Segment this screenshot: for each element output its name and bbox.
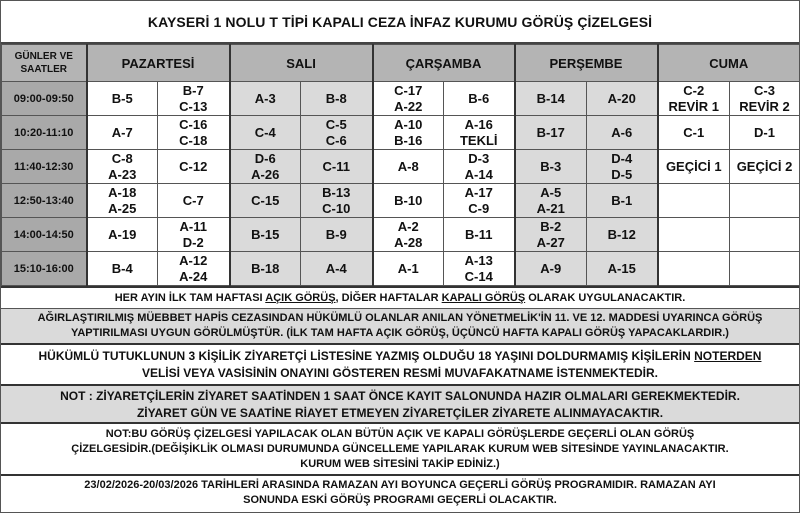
note-line: VELİSİ VEYA VASİSİNİN ONAYINI GÖSTEREN RESMİ MUVAFAKATNAME İSTENMEKTEDİR.: [141, 366, 659, 380]
note-notary: NOTERDEN: [694, 349, 762, 363]
time-slot: 15:10-16:00: [2, 252, 87, 286]
ward-cell-thursday: [587, 184, 658, 218]
ward-label: GEÇİCİ 1: [665, 158, 722, 174]
ward-cell-monday: [158, 116, 230, 150]
ward-cell-wednesday: [444, 218, 515, 252]
ward-cell-wednesday: [444, 184, 515, 218]
ward-cell-wednesday: [373, 150, 444, 184]
schedule-row: [2, 116, 800, 150]
ward-cell-friday: [658, 82, 730, 116]
ward-label: C-5: [325, 116, 347, 132]
note-closed-visit: KAPALI GÖRÜŞ: [441, 292, 526, 304]
ward-cell-friday: [730, 252, 800, 286]
ward-cell-monday: [87, 184, 158, 218]
ward-label: A-7: [111, 124, 133, 140]
ward-label: B-8: [325, 90, 347, 106]
note-line: HÜKÜMLÜ TUTUKLUNUN 3 KİŞİLİK ZİYARETÇİ LİSTESİNE YAZMIŞ OLDUĞU 18 YAŞINI DOLDURMAMIŞ KİŞİLERİN: [38, 349, 695, 363]
ward-cell-wednesday: [444, 116, 515, 150]
ward-cell-thursday: [587, 82, 658, 116]
ward-label: C-11: [322, 158, 350, 174]
ward-label: C-13: [179, 98, 208, 114]
time-slot: 09:00-09:50: [2, 82, 87, 116]
ward-label: B-14: [536, 90, 565, 106]
ward-cell-tuesday: [230, 82, 301, 116]
schedule-row: [2, 252, 800, 286]
ward-label: B-4: [111, 260, 133, 276]
ward-label: C-9: [468, 200, 490, 216]
ward-cell-wednesday: [373, 116, 444, 150]
ward-cell-wednesday: [373, 252, 444, 286]
ward-label: B-3: [540, 158, 562, 174]
ward-label: B-16: [394, 132, 423, 148]
ward-label: C-2: [683, 82, 705, 98]
ward-cell-friday: [658, 184, 730, 218]
ward-cell-friday: [730, 116, 800, 150]
ward-label: B-13: [322, 184, 351, 200]
ward-cell-thursday: [515, 82, 587, 116]
ward-label: A-27: [536, 234, 565, 250]
day-header-wednesday: ÇARŞAMBA: [373, 45, 515, 82]
ward-label: REVİR 2: [739, 98, 790, 114]
schedule-row: [2, 184, 800, 218]
ward-cell-monday: [87, 218, 158, 252]
ward-label: C-17: [394, 82, 423, 98]
ward-cell-tuesday: [301, 116, 373, 150]
ward-label: B-15: [251, 226, 280, 242]
ward-label: A-26: [251, 166, 280, 182]
ward-label: A-17: [464, 184, 493, 200]
ward-label: B-18: [251, 260, 280, 276]
ward-cell-friday: [658, 116, 730, 150]
ward-label: C-18: [179, 132, 208, 148]
ward-label: C-8: [111, 150, 133, 166]
ward-cell-monday: [158, 218, 230, 252]
ward-label: A-24: [179, 268, 208, 284]
note-schedule-validity: [1, 422, 799, 474]
ward-label: C-1: [683, 124, 705, 140]
ward-label: A-11: [179, 218, 207, 234]
note-open-closed-visit: [1, 286, 799, 308]
schedule-row: [2, 150, 800, 184]
ward-cell-monday: [87, 116, 158, 150]
ward-cell-thursday: [587, 218, 658, 252]
ward-label: A-25: [108, 200, 137, 216]
ward-label: REVİR 1: [668, 98, 720, 114]
ward-cell-thursday: [515, 218, 587, 252]
ward-cell-monday: [158, 252, 230, 286]
note-line: YAPTIRILMASI UYGUN GÖRÜLMÜŞTÜR. (İLK TAM HAFTA AÇIK GÖRÜŞ, ÜÇÜNCÜ HAFTA KAPALI GÖRÜŞ YAPACAKLARDIR.): [71, 327, 729, 339]
ward-label: D-6: [254, 150, 276, 166]
ward-label: D-3: [468, 150, 490, 166]
note-line: 23/02/2026-20/03/2026 TARİHLERİ ARASINDA RAMAZAN AYI BOYUNCA GEÇERLİ GÖRÜŞ PROGRAMIDIR. RAMAZAN AYI: [84, 479, 716, 491]
ward-label: GEÇİCİ 2: [736, 158, 793, 174]
ward-label: A-2: [397, 218, 419, 234]
schedule-body: [2, 82, 800, 286]
ward-label: A-20: [607, 90, 636, 106]
ward-label: B-2: [540, 218, 562, 234]
ward-label: A-6: [611, 124, 633, 140]
ward-label: B-5: [111, 90, 133, 106]
ward-cell-thursday: [515, 252, 587, 286]
ward-label: B-10: [394, 192, 423, 208]
ward-cell-tuesday: [230, 218, 301, 252]
ward-cell-tuesday: [301, 82, 373, 116]
ward-cell-monday: [87, 252, 158, 286]
note-line: ZİYARET GÜN VE SAATİNE RİAYET ETMEYEN ZİYARETÇİLER ZİYARETE ALINMAYACAKTIR.: [136, 406, 664, 420]
note-line: AĞIRLAŞTIRILMIŞ MÜEBBET HAPİS CEZASINDAN HÜKÜMLÜ OLANLAR ANILAN YÖNETMELİK'İN 11. VE 12. MADDESİ UYARINCA GÖRÜŞ: [37, 312, 763, 324]
day-header-thursday: PERŞEMBE: [515, 45, 658, 82]
corner-line-1: GÜNLER VE: [14, 51, 73, 62]
ward-cell-monday: [158, 184, 230, 218]
ward-cell-tuesday: [230, 184, 301, 218]
ward-label: A-10: [394, 116, 423, 132]
ward-cell-friday: [730, 218, 800, 252]
note-text: HER AYIN İLK TAM HAFTASI: [114, 292, 266, 304]
ward-label: A-15: [607, 260, 636, 276]
ward-cell-tuesday: [230, 252, 301, 286]
ward-label: B-6: [468, 90, 490, 106]
note-line: ÇİZELGESİDİR.(DEĞİŞİKLİK OLMASI DURUMUNDA GÜNCELLEME YAPILARAK KURUM WEB SİTESİNDE YAYINLANACAKTIR.: [71, 443, 729, 455]
ward-label: A-8: [397, 158, 419, 174]
ward-label: A-13: [464, 252, 493, 268]
note-line: SONUNDA ESKİ GÖRÜŞ PROGRAMI GEÇERLİ OLACAKTIR.: [243, 494, 557, 506]
ward-cell-tuesday: [301, 252, 373, 286]
time-slot: 10:20-11:10: [2, 116, 87, 150]
ward-cell-tuesday: [230, 150, 301, 184]
ward-cell-thursday: [587, 116, 658, 150]
ward-cell-friday: [730, 184, 800, 218]
ward-label: D-5: [611, 166, 633, 182]
ward-cell-wednesday: [373, 218, 444, 252]
corner-line-2: SAATLER: [20, 64, 67, 75]
page-title: KAYSERİ 1 NOLU T TİPİ KAPALI CEZA İNFAZ KURUMU GÖRÜŞ ÇİZELGESİ: [1, 1, 799, 44]
ward-label: A-22: [394, 98, 423, 114]
ward-label: A-23: [108, 166, 137, 182]
note-arrival-time: [1, 384, 799, 422]
schedule-row: [2, 82, 800, 116]
ward-cell-thursday: [587, 150, 658, 184]
ward-label: C-16: [179, 116, 208, 132]
ward-label: TEKLİ: [459, 132, 498, 148]
ward-label: D-4: [611, 150, 633, 166]
ward-cell-friday: [658, 252, 730, 286]
ward-cell-tuesday: [301, 218, 373, 252]
note-open-visit: AÇIK GÖRÜŞ: [265, 292, 336, 304]
ward-cell-wednesday: [373, 184, 444, 218]
time-slot: 14:00-14:50: [2, 218, 87, 252]
ward-cell-monday: [158, 150, 230, 184]
note-life-sentence: [1, 308, 799, 343]
day-header-friday: CUMA: [658, 45, 800, 82]
note-line: KURUM WEB SİTESİNİ TAKİP EDİNİZ.): [300, 458, 500, 470]
ward-label: C-12: [179, 158, 208, 174]
ward-cell-friday: [658, 218, 730, 252]
ward-cell-wednesday: [373, 82, 444, 116]
ward-label: A-1: [397, 260, 419, 276]
ward-label: B-7: [182, 82, 204, 98]
note-ramadan-period: [1, 474, 799, 508]
ward-label: B-12: [607, 226, 636, 242]
ward-cell-wednesday: [444, 150, 515, 184]
ward-label: C-15: [251, 192, 280, 208]
ward-label: A-19: [108, 226, 137, 242]
ward-label: C-7: [182, 192, 204, 208]
ward-cell-friday: [730, 150, 800, 184]
ward-label: C-14: [464, 268, 493, 284]
day-header-monday: PAZARTESİ: [87, 45, 230, 82]
note-line: NOT : ZİYARETÇİLERİN ZİYARET SAATİNDEN 1 SAAT ÖNCE KAYIT SALONUNDA HAZIR OLMALARI GEREKMEKTEDİR.: [60, 389, 740, 403]
day-header-tuesday: SALI: [230, 45, 373, 82]
ward-label: A-4: [325, 260, 347, 276]
ward-cell-monday: [87, 82, 158, 116]
ward-label: D-1: [754, 124, 775, 140]
ward-cell-friday: [658, 150, 730, 184]
time-slot: 12:50-13:40: [2, 184, 87, 218]
ward-cell-monday: [87, 150, 158, 184]
ward-label: B-11: [465, 226, 493, 242]
ward-label: C-10: [322, 200, 351, 216]
note-minor-visitors: [1, 343, 799, 384]
schedule-table: [1, 44, 800, 286]
ward-label: A-12: [179, 252, 208, 268]
ward-cell-wednesday: [444, 252, 515, 286]
ward-cell-tuesday: [301, 184, 373, 218]
ward-cell-thursday: [587, 252, 658, 286]
ward-label: A-21: [536, 200, 565, 216]
ward-label: A-3: [254, 90, 276, 106]
ward-label: B-9: [325, 226, 347, 242]
ward-cell-friday: [730, 82, 800, 116]
header-row: [2, 45, 800, 82]
ward-cell-wednesday: [444, 82, 515, 116]
schedule-row: [2, 218, 800, 252]
ward-cell-monday: [158, 82, 230, 116]
ward-label: A-28: [394, 234, 423, 250]
ward-cell-tuesday: [230, 116, 301, 150]
ward-label: A-18: [108, 184, 137, 200]
ward-cell-thursday: [515, 116, 587, 150]
note-line: NOT:BU GÖRÜŞ ÇİZELGESİ YAPILACAK OLAN BÜTÜN AÇIK VE KAPALI GÖRÜŞLERDE GEÇERLİ OLAN GÖRÜŞ: [105, 428, 695, 440]
corner-header: [2, 45, 87, 82]
ward-label: D-2: [182, 234, 204, 250]
ward-label: B-17: [536, 124, 565, 140]
ward-label: C-4: [254, 124, 276, 140]
time-slot: 11:40-12:30: [2, 150, 87, 184]
note-text: OLARAK UYGULANACAKTIR.: [525, 292, 686, 304]
ward-cell-tuesday: [301, 150, 373, 184]
ward-label: A-14: [464, 166, 493, 182]
ward-label: C-3: [754, 82, 775, 98]
ward-cell-thursday: [515, 150, 587, 184]
note-text: , DİĞER HAFTALAR: [335, 292, 442, 304]
ward-label: A-5: [540, 184, 562, 200]
ward-label: B-1: [611, 192, 633, 208]
ward-label: A-9: [540, 260, 562, 276]
ward-label: A-16: [464, 116, 493, 132]
ward-cell-thursday: [515, 184, 587, 218]
ward-label: C-6: [325, 132, 347, 148]
